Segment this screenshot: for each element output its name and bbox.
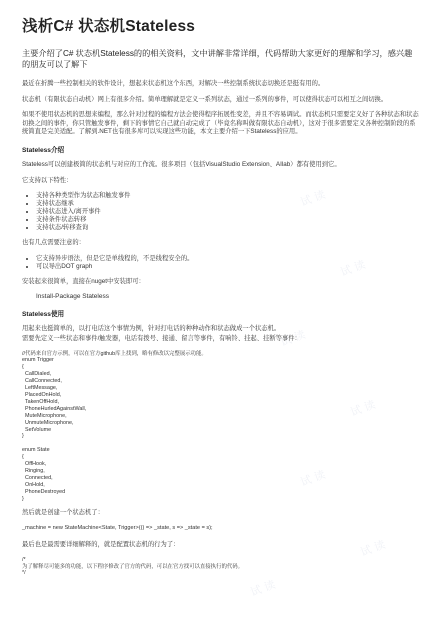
section-heading-intro: Stateless介绍 — [22, 146, 65, 154]
watermark: 试 读 — [278, 328, 308, 349]
list-item: • 可以导出DOT graph — [36, 263, 420, 271]
watermark: 试 读 — [298, 468, 328, 489]
feature-list — [22, 192, 420, 232]
paragraph: 它支持以下特性： — [22, 176, 73, 184]
watermark: 试 读 — [298, 188, 328, 209]
page-title: 浅析C# 状态机Stateless — [22, 18, 196, 35]
paragraph: 状态机（有限状态自动机）网上有很多介绍。简单理解就是定义一系列状态，通过一系列的事件，可以使得状态可以相互之间切换。 — [22, 95, 388, 103]
paragraph: 最近在折腾一些控制相关的软件设计，想起来状态机这个东西，对解决一些控制系统状态切换还是挺有用的。 — [22, 80, 325, 87]
paragraph: 然后就是创建一个状态机了： — [22, 509, 104, 517]
code-block-enums: //代码来自官方示例，可以在官方github库上找到，略有修改以完整展示功能。 enum Trigger { CallDialed, CallConnected, LeftMessage, PlacedOnHold, TakenOffHold, PhoneHurledAgainstWall, MuteMicrophone, UnmuteMicrophone, SetVolume } enum State { OffHook, Ringing, Connected, OnHold, PhoneDestroyed } — [22, 350, 207, 502]
code-block-comment: /* 为了解释尽可能多的功能，以下程序修改了官方的代码，可以在官方找可以直接执行的代码。 */ — [22, 556, 244, 577]
watermark: 试 读 — [338, 258, 368, 279]
list-item: • 支持条件状态转移 — [36, 216, 420, 224]
notes-list — [22, 255, 420, 271]
paragraph: 如果不使用状态机的思想来编程，那么针对过程的编程方法会使得程序拓展性变差，并且不容易调试。而状态机只需要定义好了各种状态和状态切换之间的事件，你只管触发事件，剩下的事情它自己就自动完成了（毕竟名称叫做有限状态自动机），这对于很多需要定义各种控制阶段的系统简直是完美适配。了解到.NET也有很多库可以实现这些功能，本文主要介绍一下Stateless的应用。 — [22, 111, 419, 136]
paragraph: 需要先定义一些状态和事件/触发器，电话有拨号、接通、留言等事件，有响铃、挂起、挂断等事件： — [22, 334, 301, 342]
watermark: 试 读 — [358, 538, 388, 559]
install-command: Install-Package Stateless — [36, 293, 109, 301]
paragraph: 用起来也挺简单的，以打电话这个事情为例，针对打电话的种种动作和状态做成一个状态机。 — [22, 325, 281, 333]
list-item: • 支持各种类型作为状态和触发事件 — [36, 192, 420, 200]
article — [22, 14, 420, 584]
paragraph: Stateless可以创建极简的状态机与对应的工作流。很多项目（包括VisualStudio Extension、AIlab）都有使用到它。 — [22, 160, 341, 168]
paragraph: 安装起来很简单，直接在nuget中安装即可： — [22, 277, 145, 285]
paragraph: 最后也是最需要详细解释的，就是配置状态机的行为了： — [22, 541, 180, 549]
intro-summary: 主要介绍了C# 状态机Stateless的的相关资料，文中讲解非常详细，代码帮助大家更好的理解和学习，感兴趣的朋友可以了解下 — [22, 49, 413, 69]
watermark: 试 读 — [348, 398, 378, 419]
paragraph: 也有几点需要注意的： — [22, 239, 85, 247]
watermark: 试 读 — [248, 578, 278, 599]
list-item: • 支持状态/转移查询 — [36, 224, 420, 232]
section-heading-usage: Stateless使用 — [22, 311, 65, 319]
code-line-machine: _machine = new StateMachine<State, Trigger>(() => _state, s => _state = s); — [22, 525, 213, 532]
list-item: • 它支持异步语法，但是它是单线程的，不是线程安全的。 — [36, 255, 420, 263]
list-item: • 支持状态进入/离开事件 — [36, 208, 420, 216]
list-item: • 支持状态继承 — [36, 200, 420, 208]
